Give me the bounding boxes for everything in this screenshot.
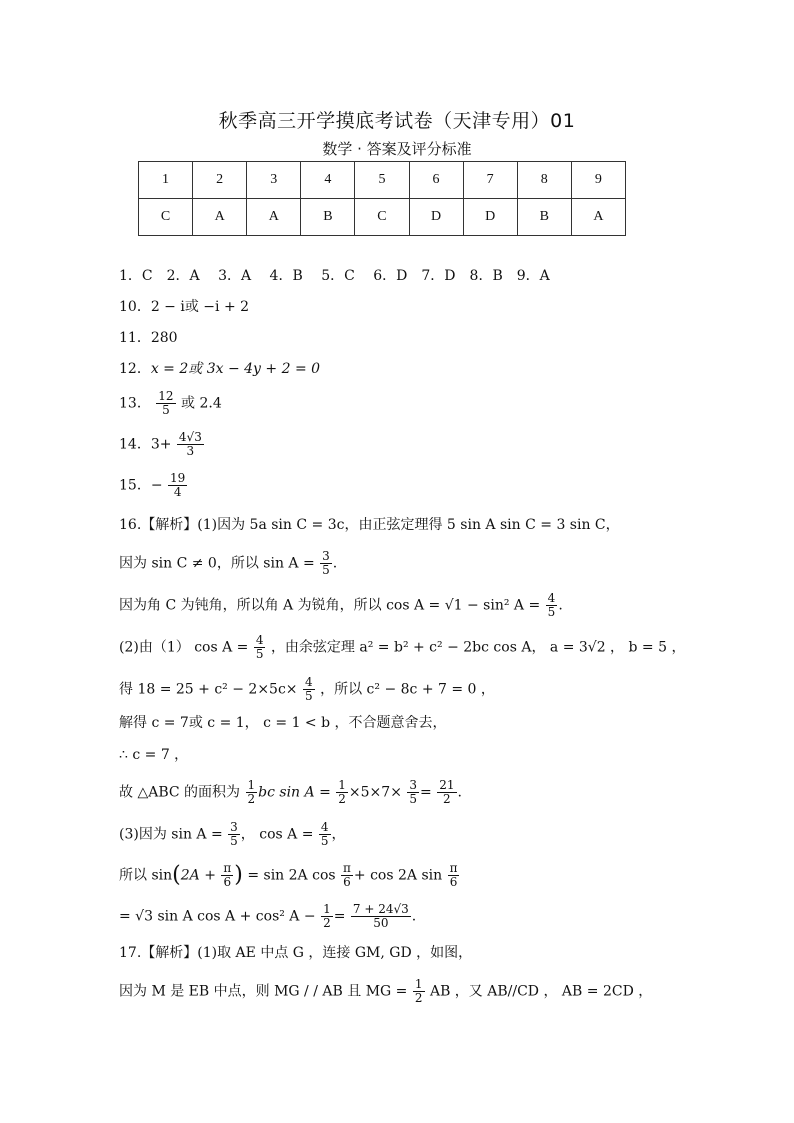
denominator: 50 [373, 916, 389, 931]
table-cell: A [193, 199, 247, 236]
text: 因为角 C 为钝角，所以角 A 为锐角，所以 cos A = √1 − sin² A = [119, 597, 541, 614]
numerator: 4 [255, 633, 264, 647]
table-cell: 3 [247, 162, 301, 199]
numerator: 3 [230, 820, 238, 834]
denominator: 5 [162, 403, 170, 418]
text: (3)因为 sin A = [119, 826, 223, 843]
numerator: π [449, 861, 458, 875]
q16-line-5 [119, 676, 495, 703]
table-cell: 1 [139, 162, 193, 199]
text: 因为 M 是 EB 中点，则 MG / / AB 且 MG = [119, 983, 408, 1000]
text: 15．− [119, 477, 163, 494]
text: + cos 2A sin [353, 867, 443, 884]
fraction [254, 634, 266, 661]
fraction [413, 978, 425, 1005]
q17-line-2 [119, 978, 652, 1005]
text: = sin 2A cos [247, 867, 336, 884]
q17-line-1: 17.【解析】(1)取 AE 中点 G ，连接 GM, GD ，如图， [119, 945, 473, 961]
text: AB ，又 AB//CD ， AB = 2CD ， [429, 983, 653, 1000]
fraction [246, 779, 258, 806]
table-cell: 8 [517, 162, 571, 199]
text: = [420, 784, 432, 801]
text: 13． [119, 395, 151, 412]
numerator: 4 [305, 675, 313, 689]
q16-line-9 [119, 821, 346, 848]
fraction [321, 903, 333, 930]
table-cell: 6 [409, 162, 463, 199]
fraction [303, 676, 315, 703]
answer-line-11: 11．280 [119, 330, 178, 346]
numerator: 3 [409, 778, 418, 792]
fraction [351, 903, 411, 930]
numerator: 3 [322, 549, 330, 563]
answer-line-12 [119, 362, 320, 376]
numerator: 1 [414, 977, 423, 991]
denominator: 6 [449, 875, 458, 890]
q16-line-1: 16.【解析】(1)因为 5a sin C = 3c，由正弦定理得 5 sin A sin C = 3 sin C， [119, 517, 620, 533]
table-cell: C [355, 199, 409, 236]
answer-line-10: 10．2 − i或 −i + 2 [119, 299, 250, 315]
table-cell: D [409, 199, 463, 236]
fraction [221, 862, 233, 889]
fraction [407, 779, 419, 806]
numerator: π [223, 861, 232, 875]
text: 14．3+ [119, 436, 172, 453]
denominator: 5 [320, 834, 329, 849]
numerator: 7 + 24√3 [352, 902, 409, 916]
denominator: 5 [409, 792, 418, 807]
fraction [228, 821, 240, 848]
denominator: 5 [305, 689, 313, 704]
page-subtitle: 数学 · 答案及评分标准 [322, 140, 472, 158]
denominator: 3 [186, 444, 195, 459]
q16-line-2 [119, 550, 337, 577]
text: (2)由（1） cos A = [119, 639, 249, 656]
q16-line-11 [119, 903, 416, 930]
text: 所以 sin [119, 867, 173, 884]
q16-line-3 [119, 592, 563, 619]
q16-line-7: ∴ c = 7 ， [119, 747, 189, 763]
q16-line-4 [119, 634, 685, 661]
numerator: 1 [338, 778, 346, 792]
numerator: 12 [158, 389, 174, 403]
table-cell: C [139, 199, 193, 236]
fraction [336, 779, 348, 806]
text: = √3 sin A cos A + cos² A − [119, 908, 316, 925]
answer-line-1-9: 1．C 2．A 3．A 4．B 5．C 6．D 7．D 8．B 9．A [119, 268, 550, 284]
answer-line-13 [119, 390, 222, 417]
denominator: 6 [343, 875, 351, 890]
numerator: 4√3 [178, 430, 202, 444]
fraction [177, 431, 204, 458]
answer-line-14 [119, 431, 205, 458]
q16-line-8 [119, 779, 462, 806]
text: 得 18 = 25 + c² − 2×5c× [119, 681, 298, 698]
text: 或 2.4 [181, 395, 222, 412]
denominator: 2 [247, 792, 256, 807]
numerator: 21 [439, 778, 455, 792]
denominator: 6 [223, 875, 232, 890]
denominator: 5 [255, 647, 264, 662]
table-cell: 2 [193, 162, 247, 199]
math-text: x = 2或 3x − 4y + 2 = 0 [150, 361, 321, 377]
table-cell: A [247, 199, 301, 236]
denominator: 2 [414, 991, 423, 1006]
table-cell: D [463, 199, 517, 236]
numerator: 1 [323, 902, 331, 916]
math-text: 2A + [180, 867, 216, 884]
table-cell: B [517, 199, 571, 236]
q16-line-6: 解得 c = 7或 c = 1， c = 1 < b ，不合题意舍去， [119, 715, 447, 731]
fraction [320, 550, 332, 577]
q16-line-10 [119, 862, 460, 889]
page-title: 秋季高三开学摸底考试卷（天津专用）01 [218, 110, 576, 132]
text: . [332, 555, 338, 572]
denominator: 2 [323, 916, 331, 931]
paren-left: ( [172, 862, 181, 888]
table-cell: 9 [571, 162, 625, 199]
denominator: 5 [322, 563, 330, 578]
text: ×5×7× [348, 784, 402, 801]
fraction [546, 592, 558, 619]
fraction [437, 779, 456, 806]
text: . [411, 908, 417, 925]
table-cell: 4 [301, 162, 355, 199]
text: ， [331, 826, 346, 843]
table-cell: 5 [355, 162, 409, 199]
math-text: bc sin A = [258, 784, 331, 801]
text: 故 △ABC 的面积为 [119, 784, 241, 801]
denominator: 2 [338, 792, 346, 807]
table-cell: 7 [463, 162, 517, 199]
numerator: π [343, 861, 351, 875]
text: 因为 sin C ≠ 0，所以 sin A = [119, 555, 315, 572]
text: . [457, 784, 462, 801]
denominator: 4 [173, 485, 182, 500]
table-cell: B [301, 199, 355, 236]
fraction [341, 862, 353, 889]
text: ，所以 c² − 8c + 7 = 0 ， [320, 681, 495, 698]
denominator: 5 [230, 834, 238, 849]
answer-table [138, 161, 626, 236]
text: = [333, 908, 346, 925]
fraction [168, 472, 187, 499]
answer-line-15 [119, 472, 188, 499]
numerator: 1 [247, 778, 256, 792]
denominator: 2 [443, 792, 451, 807]
paren-right: ) [234, 862, 243, 888]
text: ， cos A = [240, 826, 314, 843]
fraction [156, 390, 175, 417]
text: ，由余弦定理 a² = b² + c² − 2bc cos A， a = 3√2 ， b = 5 ， [270, 639, 686, 656]
fraction [448, 862, 460, 889]
text: 12． [119, 361, 151, 377]
numerator: 4 [547, 591, 556, 605]
fraction [319, 821, 331, 848]
numerator: 4 [320, 820, 329, 834]
denominator: 5 [547, 605, 556, 620]
table-cell: A [571, 199, 625, 236]
text: . [558, 597, 563, 614]
table-row-answers [139, 199, 626, 236]
table-row-numbers [139, 162, 626, 199]
numerator: 19 [170, 471, 186, 485]
